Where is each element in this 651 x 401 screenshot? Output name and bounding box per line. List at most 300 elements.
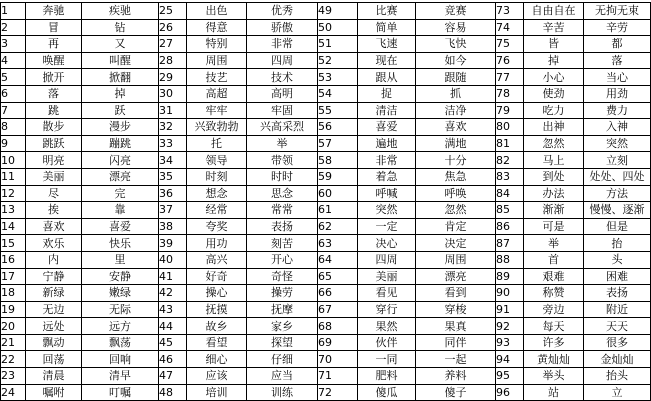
word-cell[interactable]: 无边 bbox=[26, 301, 82, 318]
synonym-cell[interactable]: 忽然 bbox=[416, 202, 496, 219]
row-number-cell[interactable]: 11 bbox=[1, 168, 26, 185]
row-number-cell[interactable]: 32 bbox=[159, 119, 187, 136]
row-number-cell[interactable]: 48 bbox=[159, 384, 187, 401]
synonym-cell[interactable]: 应当 bbox=[247, 368, 318, 385]
row-number-cell[interactable]: 82 bbox=[496, 152, 524, 169]
table-row bbox=[1, 69, 651, 86]
row-number-cell[interactable]: 86 bbox=[496, 218, 524, 235]
row-number-cell[interactable]: 45 bbox=[159, 334, 187, 351]
synonym-cell[interactable]: 方法 bbox=[584, 185, 651, 202]
word-cell[interactable]: 经常 bbox=[187, 202, 247, 219]
synonym-cell[interactable]: 果真 bbox=[416, 318, 496, 335]
row-number-cell[interactable]: 69 bbox=[318, 334, 358, 351]
word-cell[interactable]: 许多 bbox=[524, 334, 584, 351]
row-number-cell[interactable]: 19 bbox=[1, 301, 26, 318]
synonym-cell[interactable]: 飞快 bbox=[416, 36, 496, 53]
row-number-cell[interactable]: 59 bbox=[318, 168, 358, 185]
row-number-cell[interactable]: 21 bbox=[1, 334, 26, 351]
word-cell[interactable]: 出神 bbox=[524, 119, 584, 136]
synonym-cell[interactable]: 非常 bbox=[247, 36, 318, 53]
synonym-cell[interactable]: 附近 bbox=[584, 301, 651, 318]
synonym-cell[interactable]: 回响 bbox=[82, 351, 159, 368]
word-cell[interactable]: 挨 bbox=[26, 202, 82, 219]
synonym-cell[interactable]: 嫩绿 bbox=[82, 285, 159, 302]
word-cell[interactable]: 冒 bbox=[26, 19, 82, 36]
synonym-cell[interactable]: 养料 bbox=[416, 368, 496, 385]
synonym-cell[interactable]: 探望 bbox=[247, 334, 318, 351]
word-cell[interactable]: 看见 bbox=[358, 285, 416, 302]
table-row bbox=[1, 351, 651, 368]
synonym-cell[interactable]: 飘荡 bbox=[82, 334, 159, 351]
word-cell[interactable]: 奔驰 bbox=[26, 3, 82, 20]
synonym-cell[interactable]: 突然 bbox=[584, 135, 651, 152]
synonym-cell[interactable]: 无拘无束 bbox=[584, 3, 651, 20]
word-cell[interactable]: 辛苦 bbox=[524, 19, 584, 36]
word-cell[interactable]: 跳 bbox=[26, 102, 82, 119]
word-cell[interactable]: 用功 bbox=[187, 235, 247, 252]
word-cell[interactable]: 每天 bbox=[524, 318, 584, 335]
table-row bbox=[1, 119, 651, 136]
row-number-cell[interactable]: 22 bbox=[1, 351, 26, 368]
row-number-cell[interactable]: 52 bbox=[318, 52, 358, 69]
row-number-cell[interactable]: 64 bbox=[318, 251, 358, 268]
synonym-cell[interactable]: 兴高采烈 bbox=[247, 119, 318, 136]
word-cell[interactable]: 穿行 bbox=[358, 301, 416, 318]
row-number-cell[interactable]: 61 bbox=[318, 202, 358, 219]
synonym-cell[interactable]: 容易 bbox=[416, 19, 496, 36]
word-cell[interactable]: 牢牢 bbox=[187, 102, 247, 119]
synonym-cell[interactable]: 靠 bbox=[82, 202, 159, 219]
row-number-cell[interactable]: 77 bbox=[496, 69, 524, 86]
row-number-cell[interactable]: 93 bbox=[496, 334, 524, 351]
word-cell[interactable]: 时刻 bbox=[187, 168, 247, 185]
word-cell[interactable]: 黄灿灿 bbox=[524, 351, 584, 368]
synonym-cell[interactable]: 常常 bbox=[247, 202, 318, 219]
synonym-cell[interactable]: 周围 bbox=[416, 251, 496, 268]
row-number-cell[interactable]: 43 bbox=[159, 301, 187, 318]
table-row bbox=[1, 268, 651, 285]
word-cell[interactable]: 简单 bbox=[358, 19, 416, 36]
word-cell[interactable]: 一定 bbox=[358, 218, 416, 235]
synonym-cell[interactable]: 金灿灿 bbox=[584, 351, 651, 368]
word-cell[interactable]: 马上 bbox=[524, 152, 584, 169]
row-number-cell[interactable]: 47 bbox=[159, 368, 187, 385]
row-number-cell[interactable]: 1 bbox=[1, 3, 26, 20]
row-number-cell[interactable]: 23 bbox=[1, 368, 26, 385]
synonym-cell[interactable]: 辛劳 bbox=[584, 19, 651, 36]
synonym-cell[interactable]: 抓 bbox=[416, 85, 496, 102]
row-number-cell[interactable]: 50 bbox=[318, 19, 358, 36]
word-cell[interactable]: 再 bbox=[26, 36, 82, 53]
word-cell[interactable]: 抚摸 bbox=[187, 301, 247, 318]
word-cell[interactable]: 皆 bbox=[524, 36, 584, 53]
synonym-cell[interactable]: 清早 bbox=[82, 368, 159, 385]
row-number-cell[interactable]: 71 bbox=[318, 368, 358, 385]
synonym-cell[interactable]: 叫醒 bbox=[82, 52, 159, 69]
synonym-cell[interactable]: 入神 bbox=[584, 119, 651, 136]
row-number-cell[interactable]: 18 bbox=[1, 285, 26, 302]
synonym-cell[interactable]: 掀翻 bbox=[82, 69, 159, 86]
synonym-cell[interactable]: 十分 bbox=[416, 152, 496, 169]
row-number-cell[interactable]: 75 bbox=[496, 36, 524, 53]
word-cell[interactable]: 内 bbox=[26, 251, 82, 268]
row-number-cell[interactable]: 7 bbox=[1, 102, 26, 119]
synonym-cell[interactable]: 技术 bbox=[247, 69, 318, 86]
row-number-cell[interactable]: 55 bbox=[318, 102, 358, 119]
row-number-cell[interactable]: 41 bbox=[159, 268, 187, 285]
word-cell[interactable]: 应该 bbox=[187, 368, 247, 385]
word-cell[interactable]: 跳跃 bbox=[26, 135, 82, 152]
row-number-cell[interactable]: 10 bbox=[1, 152, 26, 169]
row-number-cell[interactable]: 15 bbox=[1, 235, 26, 252]
word-cell[interactable]: 飘动 bbox=[26, 334, 82, 351]
row-number-cell[interactable]: 68 bbox=[318, 318, 358, 335]
word-cell[interactable]: 称赞 bbox=[524, 285, 584, 302]
row-number-cell[interactable]: 5 bbox=[1, 69, 26, 86]
row-number-cell[interactable]: 54 bbox=[318, 85, 358, 102]
word-cell[interactable]: 领导 bbox=[187, 152, 247, 169]
row-number-cell[interactable]: 16 bbox=[1, 251, 26, 268]
word-cell[interactable]: 远处 bbox=[26, 318, 82, 335]
word-cell[interactable]: 回荡 bbox=[26, 351, 82, 368]
row-number-cell[interactable]: 8 bbox=[1, 119, 26, 136]
synonym-cell[interactable]: 漫步 bbox=[82, 119, 159, 136]
synonym-cell[interactable]: 抬头 bbox=[584, 368, 651, 385]
word-cell[interactable]: 托 bbox=[187, 135, 247, 152]
word-cell[interactable]: 清洁 bbox=[358, 102, 416, 119]
row-number-cell[interactable]: 67 bbox=[318, 301, 358, 318]
word-cell[interactable]: 散步 bbox=[26, 119, 82, 136]
synonym-cell[interactable]: 漂亮 bbox=[82, 168, 159, 185]
row-number-cell[interactable]: 70 bbox=[318, 351, 358, 368]
row-number-cell[interactable]: 49 bbox=[318, 3, 358, 20]
row-number-cell[interactable]: 38 bbox=[159, 218, 187, 235]
synonym-cell[interactable]: 远方 bbox=[82, 318, 159, 335]
word-cell[interactable]: 突然 bbox=[358, 202, 416, 219]
word-cell[interactable]: 捉 bbox=[358, 85, 416, 102]
synonym-cell[interactable]: 疾驰 bbox=[82, 3, 159, 20]
word-cell[interactable]: 四周 bbox=[358, 251, 416, 268]
word-cell[interactable]: 尽 bbox=[26, 185, 82, 202]
synonym-cell[interactable]: 困难 bbox=[584, 268, 651, 285]
table-row bbox=[1, 135, 651, 152]
word-cell[interactable]: 站 bbox=[524, 384, 584, 401]
word-cell[interactable]: 看望 bbox=[187, 334, 247, 351]
row-number-cell[interactable]: 60 bbox=[318, 185, 358, 202]
row-number-cell[interactable]: 90 bbox=[496, 285, 524, 302]
row-number-cell[interactable]: 72 bbox=[318, 384, 358, 401]
synonym-cell[interactable]: 但是 bbox=[584, 218, 651, 235]
synonym-cell[interactable]: 无际 bbox=[82, 301, 159, 318]
synonym-cell[interactable]: 抚摩 bbox=[247, 301, 318, 318]
word-cell[interactable]: 呼喊 bbox=[358, 185, 416, 202]
word-cell[interactable]: 使劲 bbox=[524, 85, 584, 102]
synonym-cell[interactable]: 掉 bbox=[82, 85, 159, 102]
synonym-cell[interactable]: 处处、四处 bbox=[584, 168, 651, 185]
synonym-cell[interactable]: 快乐 bbox=[82, 235, 159, 252]
synonym-cell[interactable]: 举 bbox=[247, 135, 318, 152]
synonym-cell[interactable]: 慢慢、逐渐 bbox=[584, 202, 651, 219]
row-number-cell[interactable]: 58 bbox=[318, 152, 358, 169]
row-number-cell[interactable]: 42 bbox=[159, 285, 187, 302]
word-cell[interactable]: 操心 bbox=[187, 285, 247, 302]
synonym-cell[interactable]: 肯定 bbox=[416, 218, 496, 235]
word-cell[interactable]: 新绿 bbox=[26, 285, 82, 302]
table-row bbox=[1, 185, 651, 202]
word-cell[interactable]: 首 bbox=[524, 251, 584, 268]
row-number-cell[interactable]: 83 bbox=[496, 168, 524, 185]
row-number-cell[interactable]: 26 bbox=[159, 19, 187, 36]
synonym-cell[interactable]: 里 bbox=[82, 251, 159, 268]
synonym-cell[interactable]: 喜爱 bbox=[82, 218, 159, 235]
synonym-cell[interactable]: 蹦跳 bbox=[82, 135, 159, 152]
table-row bbox=[1, 318, 651, 335]
word-cell[interactable]: 得意 bbox=[187, 19, 247, 36]
row-number-cell[interactable]: 85 bbox=[496, 202, 524, 219]
synonym-cell[interactable]: 家乡 bbox=[247, 318, 318, 335]
table-row bbox=[1, 36, 651, 53]
synonym-cell[interactable]: 四周 bbox=[247, 52, 318, 69]
row-number-cell[interactable]: 13 bbox=[1, 202, 26, 219]
row-number-cell[interactable]: 44 bbox=[159, 318, 187, 335]
word-cell[interactable]: 自由自在 bbox=[524, 3, 584, 20]
row-number-cell[interactable]: 46 bbox=[159, 351, 187, 368]
synonym-cell[interactable]: 落 bbox=[584, 52, 651, 69]
row-number-cell[interactable]: 56 bbox=[318, 119, 358, 136]
synonym-cell[interactable]: 奇怪 bbox=[247, 268, 318, 285]
row-number-cell[interactable]: 95 bbox=[496, 368, 524, 385]
synonym-cell[interactable]: 思念 bbox=[247, 185, 318, 202]
word-cell[interactable]: 兴致勃勃 bbox=[187, 119, 247, 136]
word-cell[interactable]: 夸奖 bbox=[187, 218, 247, 235]
word-cell[interactable]: 想念 bbox=[187, 185, 247, 202]
synonym-cell[interactable]: 跃 bbox=[82, 102, 159, 119]
row-number-cell[interactable]: 27 bbox=[159, 36, 187, 53]
synonym-cell[interactable]: 满地 bbox=[416, 135, 496, 152]
synonym-cell[interactable]: 高明 bbox=[247, 85, 318, 102]
synonym-cell[interactable]: 呼唤 bbox=[416, 185, 496, 202]
synonym-cell[interactable]: 优秀 bbox=[247, 3, 318, 20]
word-cell[interactable]: 办法 bbox=[524, 185, 584, 202]
row-number-cell[interactable]: 36 bbox=[159, 185, 187, 202]
word-cell[interactable]: 傻瓜 bbox=[358, 384, 416, 401]
row-number-cell[interactable]: 6 bbox=[1, 85, 26, 102]
synonym-cell[interactable]: 看到 bbox=[416, 285, 496, 302]
synonym-cell[interactable]: 喜欢 bbox=[416, 119, 496, 136]
row-number-cell[interactable]: 88 bbox=[496, 251, 524, 268]
synonym-cell[interactable]: 闪亮 bbox=[82, 152, 159, 169]
table-row bbox=[1, 285, 651, 302]
synonym-cell[interactable]: 焦急 bbox=[416, 168, 496, 185]
row-number-cell[interactable]: 40 bbox=[159, 251, 187, 268]
word-cell[interactable]: 忽然 bbox=[524, 135, 584, 152]
word-cell[interactable]: 好奇 bbox=[187, 268, 247, 285]
synonym-cell[interactable]: 头 bbox=[584, 251, 651, 268]
word-cell[interactable]: 细心 bbox=[187, 351, 247, 368]
word-cell[interactable]: 比赛 bbox=[358, 3, 416, 20]
word-cell[interactable]: 到处 bbox=[524, 168, 584, 185]
row-number-cell[interactable]: 34 bbox=[159, 152, 187, 169]
row-number-cell[interactable]: 57 bbox=[318, 135, 358, 152]
row-number-cell[interactable]: 65 bbox=[318, 268, 358, 285]
row-number-cell[interactable]: 31 bbox=[159, 102, 187, 119]
row-number-cell[interactable]: 53 bbox=[318, 69, 358, 86]
word-cell[interactable]: 肥料 bbox=[358, 368, 416, 385]
row-number-cell[interactable]: 35 bbox=[159, 168, 187, 185]
row-number-cell[interactable]: 20 bbox=[1, 318, 26, 335]
row-number-cell[interactable]: 33 bbox=[159, 135, 187, 152]
synonym-cell[interactable]: 抬 bbox=[584, 235, 651, 252]
synonym-cell[interactable]: 完 bbox=[82, 185, 159, 202]
synonym-cell[interactable]: 钻 bbox=[82, 19, 159, 36]
word-cell[interactable]: 掉 bbox=[524, 52, 584, 69]
word-cell[interactable]: 喜欢 bbox=[26, 218, 82, 235]
synonym-cell[interactable]: 立 bbox=[584, 384, 651, 401]
row-number-cell[interactable]: 96 bbox=[496, 384, 524, 401]
synonym-cell[interactable]: 用劲 bbox=[584, 85, 651, 102]
row-number-cell[interactable]: 79 bbox=[496, 102, 524, 119]
synonym-cell[interactable]: 操劳 bbox=[247, 285, 318, 302]
synonym-cell[interactable]: 牢固 bbox=[247, 102, 318, 119]
word-cell[interactable]: 周围 bbox=[187, 52, 247, 69]
word-cell[interactable]: 出色 bbox=[187, 3, 247, 20]
synonym-cell[interactable]: 又 bbox=[82, 36, 159, 53]
row-number-cell[interactable]: 4 bbox=[1, 52, 26, 69]
word-cell[interactable]: 小心 bbox=[524, 69, 584, 86]
row-number-cell[interactable]: 76 bbox=[496, 52, 524, 69]
word-cell[interactable]: 举头 bbox=[524, 368, 584, 385]
synonym-cell[interactable]: 都 bbox=[584, 36, 651, 53]
word-cell[interactable]: 宁静 bbox=[26, 268, 82, 285]
table-row bbox=[1, 202, 651, 219]
word-cell[interactable]: 喜爱 bbox=[358, 119, 416, 136]
synonym-cell[interactable]: 如今 bbox=[416, 52, 496, 69]
row-number-cell[interactable]: 92 bbox=[496, 318, 524, 335]
word-cell[interactable]: 嘱咐 bbox=[26, 384, 82, 401]
row-number-cell[interactable]: 91 bbox=[496, 301, 524, 318]
row-number-cell[interactable]: 17 bbox=[1, 268, 26, 285]
synonym-cell[interactable]: 漂亮 bbox=[416, 268, 496, 285]
synonym-cell[interactable]: 骄傲 bbox=[247, 19, 318, 36]
synonym-cell[interactable]: 开心 bbox=[247, 251, 318, 268]
word-cell[interactable]: 培训 bbox=[187, 384, 247, 401]
synonym-cell[interactable]: 叮嘱 bbox=[82, 384, 159, 401]
synonym-cell[interactable]: 费力 bbox=[584, 102, 651, 119]
word-cell[interactable]: 现在 bbox=[358, 52, 416, 69]
word-cell[interactable]: 美丽 bbox=[358, 268, 416, 285]
word-cell[interactable]: 果然 bbox=[358, 318, 416, 335]
word-cell[interactable]: 高兴 bbox=[187, 251, 247, 268]
row-number-cell[interactable]: 24 bbox=[1, 384, 26, 401]
synonym-cell[interactable]: 时时 bbox=[247, 168, 318, 185]
synonym-cell[interactable]: 刻苦 bbox=[247, 235, 318, 252]
row-number-cell[interactable]: 30 bbox=[159, 85, 187, 102]
synonym-cell[interactable]: 一起 bbox=[416, 351, 496, 368]
word-cell[interactable]: 伙伴 bbox=[358, 334, 416, 351]
row-number-cell[interactable]: 63 bbox=[318, 235, 358, 252]
word-cell[interactable]: 吃力 bbox=[524, 102, 584, 119]
word-cell[interactable]: 故乡 bbox=[187, 318, 247, 335]
synonym-cell[interactable]: 带领 bbox=[247, 152, 318, 169]
synonym-cell[interactable]: 立刻 bbox=[584, 152, 651, 169]
word-cell[interactable]: 遍地 bbox=[358, 135, 416, 152]
word-cell[interactable]: 一同 bbox=[358, 351, 416, 368]
word-cell[interactable]: 掀开 bbox=[26, 69, 82, 86]
word-cell[interactable]: 举 bbox=[524, 235, 584, 252]
row-number-cell[interactable]: 78 bbox=[496, 85, 524, 102]
word-cell[interactable]: 高超 bbox=[187, 85, 247, 102]
row-number-cell[interactable]: 3 bbox=[1, 36, 26, 53]
synonym-cell[interactable]: 跟随 bbox=[416, 69, 496, 86]
row-number-cell[interactable]: 14 bbox=[1, 218, 26, 235]
row-number-cell[interactable]: 12 bbox=[1, 185, 26, 202]
row-number-cell[interactable]: 29 bbox=[159, 69, 187, 86]
word-cell[interactable]: 非常 bbox=[358, 152, 416, 169]
row-number-cell[interactable]: 74 bbox=[496, 19, 524, 36]
word-cell[interactable]: 清晨 bbox=[26, 368, 82, 385]
synonym-cell[interactable]: 决定 bbox=[416, 235, 496, 252]
row-number-cell[interactable]: 51 bbox=[318, 36, 358, 53]
row-number-cell[interactable]: 66 bbox=[318, 285, 358, 302]
word-cell[interactable]: 技艺 bbox=[187, 69, 247, 86]
synonym-cell[interactable]: 天天 bbox=[584, 318, 651, 335]
word-cell[interactable]: 欢乐 bbox=[26, 235, 82, 252]
word-cell[interactable]: 可是 bbox=[524, 218, 584, 235]
synonym-cell[interactable]: 训练 bbox=[247, 384, 318, 401]
word-cell[interactable]: 跟从 bbox=[358, 69, 416, 86]
row-number-cell[interactable]: 28 bbox=[159, 52, 187, 69]
row-number-cell[interactable]: 73 bbox=[496, 3, 524, 20]
word-cell[interactable]: 渐渐 bbox=[524, 202, 584, 219]
row-number-cell[interactable]: 81 bbox=[496, 135, 524, 152]
synonym-cell[interactable]: 傻子 bbox=[416, 384, 496, 401]
row-number-cell[interactable]: 2 bbox=[1, 19, 26, 36]
row-number-cell[interactable]: 25 bbox=[159, 3, 187, 20]
row-number-cell[interactable]: 9 bbox=[1, 135, 26, 152]
synonym-cell[interactable]: 表扬 bbox=[584, 285, 651, 302]
table-body bbox=[1, 3, 651, 401]
row-number-cell[interactable]: 37 bbox=[159, 202, 187, 219]
word-cell[interactable]: 美丽 bbox=[26, 168, 82, 185]
synonym-cell[interactable]: 穿梭 bbox=[416, 301, 496, 318]
synonym-cell[interactable]: 同伴 bbox=[416, 334, 496, 351]
word-cell[interactable]: 决心 bbox=[358, 235, 416, 252]
synonym-cell[interactable]: 竞赛 bbox=[416, 3, 496, 20]
row-number-cell[interactable]: 84 bbox=[496, 185, 524, 202]
word-cell[interactable]: 特别 bbox=[187, 36, 247, 53]
row-number-cell[interactable]: 62 bbox=[318, 218, 358, 235]
synonym-cell[interactable]: 表扬 bbox=[247, 218, 318, 235]
row-number-cell[interactable]: 39 bbox=[159, 235, 187, 252]
word-cell[interactable]: 艰难 bbox=[524, 268, 584, 285]
word-cell[interactable]: 落 bbox=[26, 85, 82, 102]
table-row bbox=[1, 251, 651, 268]
row-number-cell[interactable]: 89 bbox=[496, 268, 524, 285]
synonym-cell[interactable]: 仔细 bbox=[247, 351, 318, 368]
synonym-cell[interactable]: 洁净 bbox=[416, 102, 496, 119]
word-cell[interactable]: 飞速 bbox=[358, 36, 416, 53]
row-number-cell[interactable]: 80 bbox=[496, 119, 524, 136]
word-cell[interactable]: 唤醒 bbox=[26, 52, 82, 69]
row-number-cell[interactable]: 94 bbox=[496, 351, 524, 368]
row-number-cell[interactable]: 87 bbox=[496, 235, 524, 252]
word-cell[interactable]: 旁边 bbox=[524, 301, 584, 318]
synonym-cell[interactable]: 安静 bbox=[82, 268, 159, 285]
word-cell[interactable]: 明亮 bbox=[26, 152, 82, 169]
synonym-cell[interactable]: 很多 bbox=[584, 334, 651, 351]
synonym-cell[interactable]: 当心 bbox=[584, 69, 651, 86]
word-cell[interactable]: 着急 bbox=[358, 168, 416, 185]
